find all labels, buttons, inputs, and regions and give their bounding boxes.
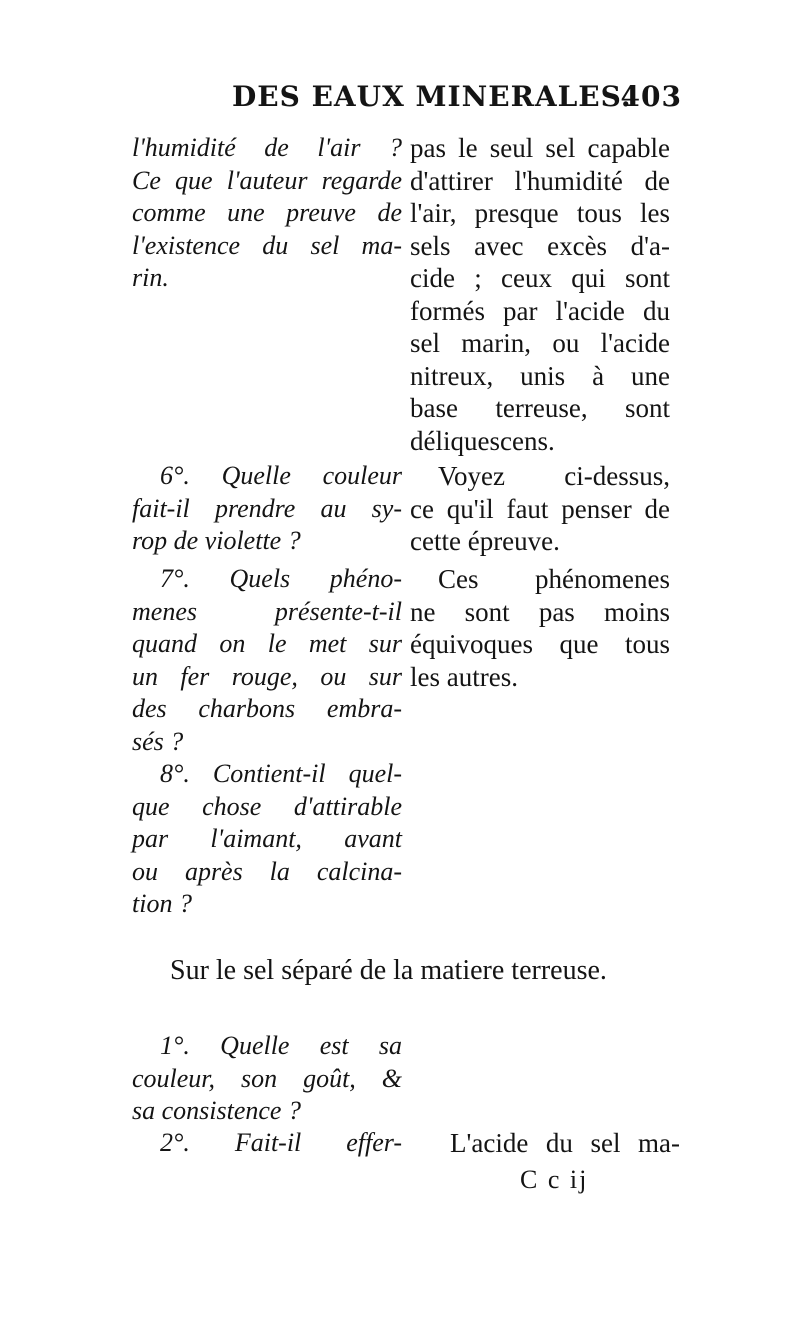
section-question-2 bbox=[132, 1127, 402, 1160]
text-line: sels avec excès d'a- bbox=[410, 230, 670, 261]
text-line: Voyez ci-dessus, bbox=[438, 461, 670, 491]
answer-5-continuation bbox=[410, 132, 670, 457]
section-answer-2 bbox=[450, 1127, 680, 1160]
text-line: d'attirer l'humidité de bbox=[410, 165, 670, 196]
text-line: ne sont pas moins bbox=[410, 596, 670, 627]
text-line: menes présente-t-il bbox=[132, 596, 402, 626]
text-line: couleur, son goût, & bbox=[132, 1063, 402, 1093]
page-header bbox=[232, 80, 682, 124]
section-question-1 bbox=[132, 1030, 402, 1128]
text-line: déliquescens. bbox=[410, 425, 555, 456]
text-line: ce qu'il faut penser de bbox=[410, 493, 670, 524]
text-line: rop de violette ? bbox=[132, 526, 301, 555]
text-line: 2°. Fait-il effer- bbox=[160, 1128, 402, 1157]
text-line: comme une preuve de bbox=[132, 198, 402, 227]
text-line: équivoques que tous bbox=[410, 629, 670, 659]
text-line: Ces phénomenes bbox=[438, 564, 670, 594]
signature-mark: C c ij bbox=[520, 1165, 589, 1194]
text-line: formés par l'acide du bbox=[410, 295, 670, 326]
text-line: sel marin, ou l'acide bbox=[410, 328, 670, 358]
text-line: pas le seul sel capable bbox=[410, 133, 670, 163]
text-line: les autres. bbox=[410, 661, 518, 692]
question-8 bbox=[132, 758, 402, 921]
text-line: fait-il prendre au sy- bbox=[132, 493, 402, 523]
text-line: rin. bbox=[132, 263, 169, 292]
text-line: sés ? bbox=[132, 726, 184, 756]
text-line: 8°. Contient-il quel- bbox=[160, 759, 402, 788]
text-line: ou après la calcina- bbox=[132, 856, 402, 886]
text-line: 6°. Quelle couleur bbox=[160, 461, 402, 490]
text-line: des charbons embra- bbox=[132, 694, 402, 723]
question-5-continuation bbox=[132, 132, 402, 295]
text-line: quand on le met sur bbox=[132, 629, 402, 658]
section-heading: Sur le sel séparé de la matiere terreuse. bbox=[170, 955, 607, 986]
text-line: que chose d'attirable bbox=[132, 791, 402, 821]
text-line: nitreux, unis à une bbox=[410, 360, 670, 391]
text-line: 1°. Quelle est sa bbox=[160, 1031, 402, 1060]
text-line: cide ; ceux qui sont bbox=[410, 263, 670, 293]
text-line: l'air, presque tous les bbox=[410, 198, 670, 228]
text-line: 7°. Quels phéno- bbox=[160, 564, 402, 593]
text-line: par l'aimant, avant bbox=[132, 824, 402, 853]
question-6 bbox=[132, 460, 402, 558]
text-line: l'humidité de l'air ? bbox=[132, 133, 402, 162]
page-number: 403 bbox=[620, 80, 682, 113]
text-line: un fer rouge, ou sur bbox=[132, 661, 402, 691]
text-line: cette épreuve. bbox=[410, 526, 560, 556]
answer-6 bbox=[410, 460, 670, 558]
text-line: tion ? bbox=[132, 889, 192, 918]
running-title: DES EAUX MINERALES. bbox=[232, 80, 632, 113]
text-line: sa consistence ? bbox=[132, 1096, 301, 1125]
text-line: l'existence du sel ma- bbox=[132, 230, 402, 260]
question-7 bbox=[132, 563, 402, 758]
answer-7 bbox=[410, 563, 670, 693]
text-line: Ce que l'auteur regarde bbox=[132, 165, 402, 195]
text-line: L'acide du sel ma- bbox=[450, 1128, 680, 1158]
text-line: base terreuse, sont bbox=[410, 393, 670, 423]
